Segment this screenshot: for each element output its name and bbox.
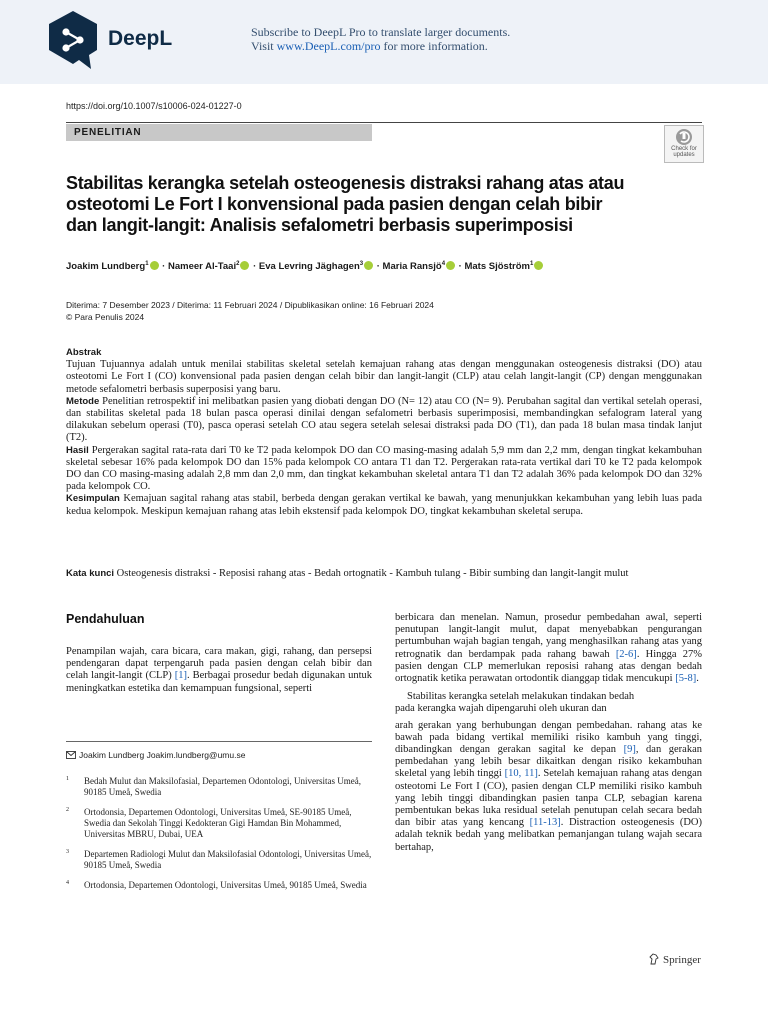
orcid-icon[interactable]: [150, 261, 159, 270]
springer-horse-icon: [648, 953, 660, 965]
citation-link[interactable]: [5-8]: [675, 673, 697, 685]
abstract-purpose: Tujuan Tujuannya adalah untuk menilai stabilitas skeletal setelah kemajuan rahang atas dengan menggunakan osteogenesis distraksi (DO) atau osteotomi Le Fort I (CO) konvensional pada pasien dengan celah bibir dan langit-langit (CLP) atau celah langit-langit (CP) dengan menggunakan metode sefalometri berbasis superposisi yang baru.: [66, 359, 702, 395]
section-label: PENELITIAN: [74, 127, 142, 138]
publication-dates: [66, 299, 434, 323]
check-for-updates-badge[interactable]: [664, 125, 704, 163]
citation-link[interactable]: [11-13]: [529, 817, 561, 829]
affiliation-item: 3 Departemen Radiologi Mulut dan Maksilofasial Odontologi, Universitas Umeå, 90185 Umeå, Swedia: [66, 849, 372, 870]
author-name[interactable]: Maria Ransjö: [382, 261, 442, 273]
abstract: [66, 347, 702, 518]
dates-line: Diterima: 7 Desember 2023 / Diterima: 11 Februari 2024 / Dipublikasikan online: 16 Februari 2024: [66, 300, 434, 310]
promo-message: [251, 25, 510, 53]
corresponding-author: Joakim Lundberg Joakim.lundberg@umu.se: [66, 750, 245, 760]
deepl-banner: [0, 0, 768, 84]
affiliation-item: 1 Bedah Mulut dan Maksilofasial, Departemen Odontologi, Universitas Umeå, 90185 Umeå, Swedia: [66, 776, 361, 797]
orcid-icon[interactable]: [534, 261, 543, 270]
publisher-logo: Springer: [648, 953, 701, 966]
intro-left-column: [66, 612, 372, 695]
promo-line-1: Subscribe to DeepL Pro to translate larger documents.: [251, 25, 511, 39]
check-for-updates-line1: Check for: [671, 146, 697, 152]
intro-paragraph-2: arah gerakan yang berhubungan dengan pembedahan. rahang atas ke bawah pada bidang vertikal memiliki risiko kambuh yang tinggi, dibandingkan dengan gerakan sagital ke depan [9], dan gerakan pembedahan yang lebih besar dikaitkan dengan risiko kekambuhan skeletal yang lebih tinggi [10, 11]. Setelah kemajuan rahang atas dengan osteotomi Le Fort I (CO), pasien dengan CLP memiliki risiko kambuh yang lebih tinggi dibandingkan pasien tanpa CLP, sebagian karena pembentukan bekas luka residual setelah penutupan celah secara bedah dan bibir atas yang kencang [11-13]. Distraction osteogenesis (DO) adalah teknik bedah yang melibatkan pemanjangan tulang wajah secara bertahap,: [395, 719, 703, 853]
check-for-updates-line2: updates: [673, 152, 695, 158]
author-name[interactable]: Eva Levring Jäghagen: [258, 261, 360, 273]
copyright-line: © Para Penulis 2024: [66, 312, 145, 322]
intro-paragraph-2-line2: pada kerangka wajah dipengaruhi oleh ukuran dan: [395, 703, 607, 715]
doi-link[interactable]: https://doi.org/10.1007/s10006-024-01227-0: [66, 101, 242, 111]
promo-line-2: Visit www.DeepL.com/pro for more information.: [251, 39, 488, 53]
footnote-rule: [66, 741, 372, 742]
abstract-results: Hasil Pergerakan sagital rata-rata dari T0 ke T2 pada kelompok DO dan CO masing-masing adalah 5,9 mm dan 2,2 mm, dengan tingkat kekambuhan skeletal sebesar 16% pada kelompok DO dan 15% pada kelompok CO antara T1 dan T2. Pergerakan rata-rata vertikal dari T0 ke T2 pada kelompok DO dan CO masing-masing adalah 2,8 mm dan 2,0 mm, dan tingkat kekambuhan skeletal antara T1 dan T2 adalah 36% pada kelompok DO dan 32% pada kelompok CO.: [66, 444, 702, 493]
article-title: Stabilitas kerangka setelah osteogenesis distraksi rahang atas atau osteotomi Le Fort I konvensional pada pasien dengan celah bibir dan langit-langit: Analisis sefalometri berbasis superimposisi: [66, 173, 625, 235]
affiliations: [66, 776, 372, 900]
citation-link[interactable]: [9]: [623, 744, 636, 756]
intro-paragraph-2-line1: Stabilitas kerangka setelah melakukan tindakan bedah: [407, 691, 635, 703]
citation-link[interactable]: [2-6]: [615, 648, 637, 660]
citation-link[interactable]: [1]: [174, 670, 187, 682]
keywords-text: Osteogenesis distraksi - Reposisi rahang atas - Bedah ortognatik - Kambuh tulang - Bibir sumbing dan langit-langit mulut: [116, 568, 629, 579]
author-name[interactable]: Mats Sjöström: [464, 261, 530, 273]
mail-icon: [66, 751, 76, 759]
orcid-icon[interactable]: [446, 261, 455, 270]
intro-paragraph-1-cont: berbicara dan menelan. Namun, prosedur pembedahan awal, seperti penutupan langit-langit mulut, dapat menyebabkan pengurangan pertumbuhan wajah bagian tengah, yang menghasilkan rahang atas yang retrognatik dan berdampak pada rahang bawah [2-6]. Hingga 27% pasien dengan CLP memerlukan reposisi rahang atas dengan bedah ortognatik ketika perawatan ortodontik dianggap tidak mencukupi [5-8].: [395, 612, 702, 685]
intro-right-column: [395, 612, 702, 854]
abstract-conclusion: Kesimpulan Kemajuan sagital rahang atas stabil, berbeda dengan gerakan vertikal ke bawah, yang menunjukkan kekambuhan yang lebih luas pada kedua kelompok. Meskipun kemajuan rahang atas lebih ekstensif pada kelompok DO, tingkat kekambuhan skeletal serupa.: [66, 493, 702, 517]
section-label-bar: [66, 124, 372, 141]
orcid-icon[interactable]: [240, 261, 249, 270]
logo-text: DeepL: [108, 27, 173, 50]
abstract-heading: Abstrak: [66, 347, 102, 358]
abstract-methods: Metode Penelitian retrospektif ini melibatkan pasien yang diobati dengan DO (N= 12) atau CO (N= 9). Perubahan sagital dan vertikal setelah operasi, dan stabilitas skeletal pada 18 bulan pasca operasi dinilai dengan sefalometri berbasis superimposisi, membandingkan sefalogram lateral yang dilakukan sebelum operasi (T0), pasca operasi setelah CO atau segera setelah selesai distraksi pada DO (T1), dan pada 18 bulan masa tindak lanjut (T2).: [66, 395, 702, 444]
author-name[interactable]: Nameer Al-Taai: [167, 261, 237, 273]
keywords: [66, 568, 702, 579]
affiliation-item: 4 Ortodonsia, Departemen Odontologi, Universitas Umeå, 90185 Umeå, Swedia: [66, 880, 367, 890]
author-name[interactable]: Joakim Lundberg: [66, 261, 146, 273]
orcid-icon[interactable]: [364, 261, 373, 270]
affiliation-item: 2 Ortodonsia, Departemen Odontologi, Universitas Umeå, SE-90185 Umeå, Swedia dan Sekolah Tinggi Kedokteran Gigi Hamdan Bin Mohammed, Universitas MBRU, Dubai, UEA: [66, 807, 352, 839]
check-for-updates-icon: [675, 128, 693, 146]
intro-paragraph-1: Penampilan wajah, cara bicara, cara makan, gigi, rahang, dan persepsi pendengaran dapat terpengaruh pada pasien dengan celah bibir dan celah langit-langit (CLP) [1]. Berbagai prosedur bedah digunakan untuk meningkatkan estetika dan kemampuan fungsional, seperti: [66, 646, 372, 694]
intro-heading: Pendahuluan: [66, 612, 145, 626]
author-list: Joakim Lundberg$^1$ · Nameer Al-Taai$^2$ · Eva Levring Jäghagen$^3$ · Maria Ransjö$^4$ · Mats Sjöström$^1$: [66, 261, 544, 272]
deepl-pro-link[interactable]: www.DeepL.com/pro: [276, 39, 381, 53]
deepl-logo-icon[interactable]: [47, 10, 99, 70]
keywords-heading: Kata kunci: [66, 568, 115, 579]
header-rule: [66, 122, 702, 123]
citation-link[interactable]: [10, 11]: [504, 768, 538, 780]
